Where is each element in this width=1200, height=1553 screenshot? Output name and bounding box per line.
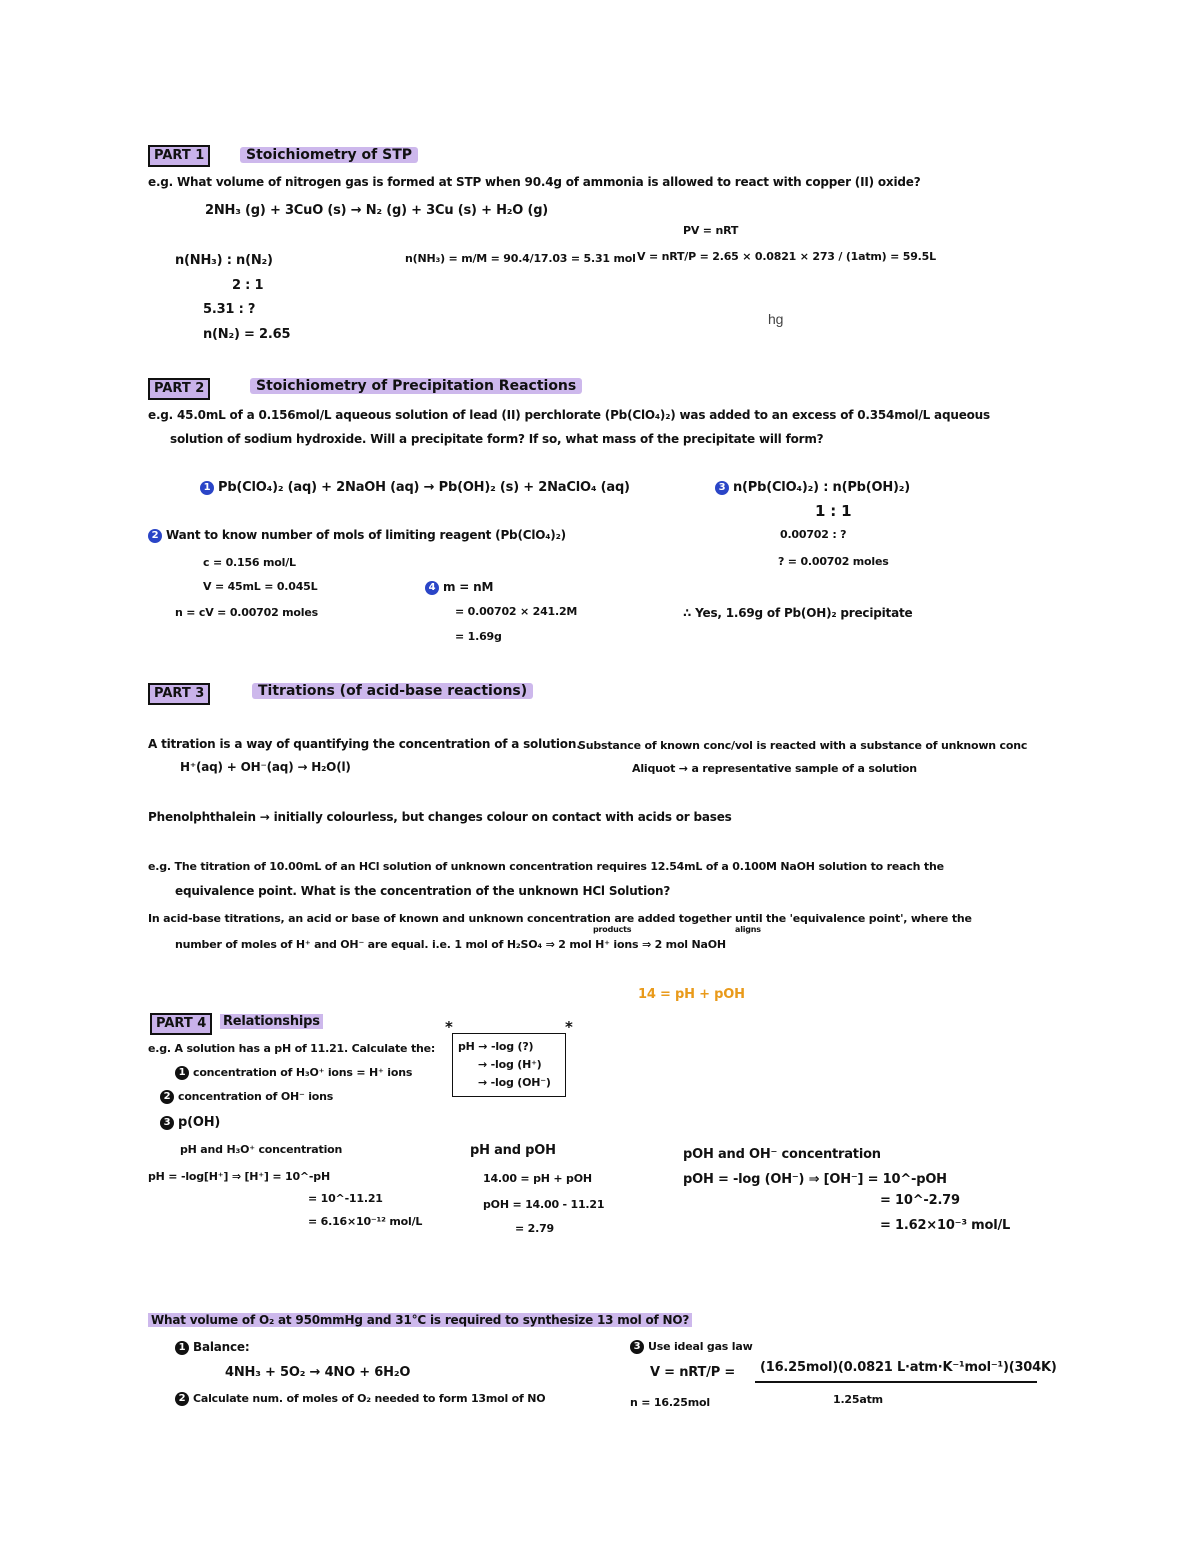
part1-moles-nh3: n(NH₃) = m/M = 90.4/17.03 = 5.31 mol [405, 252, 636, 265]
step-2-marker: 2 [148, 529, 162, 543]
ph-poh-note: 14 = pH + pOH [638, 987, 745, 1002]
part2-conclusion: ∴ Yes, 1.69g of Pb(OH)₂ precipitate [683, 606, 913, 620]
part4-q2-text: concentration of OH⁻ ions [178, 1090, 334, 1103]
fraction-bar [755, 1381, 1037, 1383]
part2-step3-r1: 1 : 1 [815, 502, 852, 520]
col2-line3: = 2.79 [515, 1222, 554, 1235]
part3-note-line2: number of moles of H⁺ and OH⁻ are equal. i.e. 1 mol of H₂SO₄ ⇒ 2 mol H⁺ ions ⇒ 2 mol NaOH [175, 938, 726, 951]
step-4-marker: 4 [425, 581, 439, 595]
part1-equation: 2NH₃ (g) + 3CuO (s) → N₂ (g) + 3Cu (s) + H₂O (g) [205, 203, 549, 218]
part2-v: V = 45mL = 0.045L [203, 580, 318, 593]
part4-q3 [160, 1115, 220, 1130]
log-box-line2: → -log (H⁺) [478, 1058, 542, 1071]
part2-title: Stoichiometry of Precipitation Reactions [250, 378, 582, 394]
part3-tag: PART 3 [148, 683, 210, 705]
star-right: * [565, 1018, 573, 1036]
log-box-line3: → -log (OH⁻) [478, 1076, 551, 1089]
part3-question-line1: e.g. The titration of 10.00mL of an HCl solution of unknown concentration requires 12.54mL of a 0.100M NaOH solution to reach the [148, 860, 944, 873]
part3-phenolphthalein: Phenolphthalein → initially colourless, but changes colour on contact with acids or bases [148, 810, 732, 824]
part2-n: n = cV = 0.00702 moles [175, 606, 318, 619]
part5-formula: V = nRT/P = [650, 1365, 736, 1380]
log-box-line1: pH → -log (?) [458, 1040, 534, 1053]
q-1-marker: 1 [175, 1066, 189, 1080]
part2-step3-r2: 0.00702 : ? [780, 528, 847, 541]
col1-line1: pH = -log[H⁺] ⇒ [H⁺] = 10^-pH [148, 1170, 330, 1183]
part4-question: e.g. A solution has a pH of 11.21. Calculate the: [148, 1042, 436, 1055]
part2-step2 [148, 528, 566, 543]
step-3-marker: 3 [715, 481, 729, 495]
q-3-marker: 3 [160, 1116, 174, 1130]
part2-step4 [425, 580, 493, 595]
part3-title: Titrations (of acid-base reactions) [252, 683, 533, 699]
part3-note-above2: aligns [735, 925, 761, 934]
part2-step1-text: Pb(ClO₄)₂ (aq) + 2NaOH (aq) → Pb(OH)₂ (s) + 2NaClO₄ (aq) [218, 480, 630, 495]
part1-ratio-sub: 5.31 : ? [203, 302, 256, 317]
part3-definition: A titration is a way of quantifying the concentration of a solution. [148, 737, 581, 751]
part5-denominator: 1.25atm [833, 1393, 883, 1406]
col2-head: pH and pOH [470, 1143, 556, 1158]
part5-s2 [175, 1392, 545, 1406]
part2-step4-b: = 0.00702 × 241.2M [455, 605, 578, 618]
step-1-marker: 1 [200, 481, 214, 495]
part4-q1-text: concentration of H₃O⁺ ions = H⁺ ions [193, 1066, 413, 1079]
col1-line2: = 10^-11.21 [308, 1192, 383, 1205]
col3-head: pOH and OH⁻ concentration [683, 1147, 881, 1162]
part4-title-text: Relationships [220, 1014, 323, 1029]
part5-question [148, 1313, 692, 1327]
part2-question-line1: e.g. 45.0mL of a 0.156mol/L aqueous solution of lead (II) perchlorate (Pb(ClO₄)₂) was added to an excess of 0.354mol/L aqueous [148, 408, 990, 422]
part5-s3-text: Use ideal gas law [648, 1340, 753, 1353]
part2-c: c = 0.156 mol/L [203, 556, 296, 569]
part5-s3 [630, 1340, 753, 1354]
part2-tag: PART 2 [148, 378, 210, 400]
star-left: * [445, 1018, 453, 1036]
col1-head: pH and H₃O⁺ concentration [180, 1143, 343, 1156]
part4-q3-text: p(OH) [178, 1115, 221, 1130]
part2-step3 [715, 480, 910, 495]
part3-definition2: Substance of known conc/vol is reacted with a substance of unknown conc [578, 739, 1028, 752]
part5-n: n = 16.25mol [630, 1396, 710, 1409]
part3-note-above1: products [593, 925, 632, 934]
part5-question-text: What volume of O₂ at 950mmHg and 31°C is required to synthesize 13 mol of NO? [148, 1313, 692, 1327]
p5-step-2-marker: 2 [175, 1392, 189, 1406]
part2-step4-a: m = nM [443, 580, 494, 594]
part1-title: Stoichiometry of STP [240, 147, 418, 163]
part1-question: e.g. What volume of nitrogen gas is formed at STP when 90.4g of ammonia is allowed to react with copper (II) oxide? [148, 175, 921, 189]
part3-aliquot: Aliquot → a representative sample of a solution [632, 762, 917, 775]
col3-line2: = 10^-2.79 [880, 1193, 960, 1208]
part2-step4-c: = 1.69g [455, 630, 502, 643]
part2-step2-text: Want to know number of mols of limiting reagent (Pb(ClO₄)₂) [166, 528, 566, 542]
part5-equation: 4NH₃ + 5O₂ → 4NO + 6H₂O [225, 1365, 411, 1380]
col2-line1: 14.00 = pH + pOH [483, 1172, 592, 1185]
part4-tag: PART 4 [150, 1013, 212, 1035]
col3-line1: pOH = -log (OH⁻) ⇒ [OH⁻] = 10^-pOH [683, 1172, 947, 1187]
part1-ratio-label: n(NH₃) : n(N₂) [175, 253, 273, 268]
part5-numerator: (16.25mol)(0.0821 L·atm·K⁻¹mol⁻¹)(304K) [760, 1360, 1057, 1375]
part4-q2 [160, 1090, 333, 1104]
part2-step3-r3: ? = 0.00702 moles [778, 555, 889, 568]
part1-ratio: 2 : 1 [232, 278, 264, 293]
part5-s1 [175, 1340, 249, 1355]
p5-step-1-marker: 1 [175, 1341, 189, 1355]
part2-question-line2: solution of sodium hydroxide. Will a precipitate form? If so, what mass of the precipitate will form? [170, 432, 824, 446]
part3-note-line1: In acid-base titrations, an acid or base of known and unknown concentration are added together until the 'equivalence point', where the [148, 912, 972, 925]
part5-s2-text: Calculate num. of moles of O₂ needed to form 13mol of NO [193, 1392, 546, 1405]
col1-line3: = 6.16×10⁻¹² mol/L [308, 1215, 423, 1228]
part3-equation: H⁺(aq) + OH⁻(aq) → H₂O(l) [180, 760, 351, 774]
part3-question-line2: equivalence point. What is the concentration of the unknown HCl Solution? [175, 884, 671, 898]
part4-q1 [175, 1066, 412, 1080]
part2-step3-ratio: n(Pb(ClO₄)₂) : n(Pb(OH)₂) [733, 480, 911, 495]
part5-s1-text: Balance: [193, 1340, 250, 1354]
q-2-marker: 2 [160, 1090, 174, 1104]
part2-step1 [200, 480, 630, 495]
col3-line3: = 1.62×10⁻³ mol/L [880, 1218, 1011, 1233]
part1-pv: PV = nRT [683, 224, 739, 237]
part1-volume: V = nRT/P = 2.65 × 0.0821 × 273 / (1atm) = 59.5L [637, 250, 936, 263]
part4-title [220, 1014, 323, 1029]
part1-stray: hg [768, 311, 784, 327]
part1-tag: PART 1 [148, 145, 210, 167]
part1-moles-n2: n(N₂) = 2.65 [203, 327, 291, 342]
p5-step-3-marker: 3 [630, 1340, 644, 1354]
col2-line2: pOH = 14.00 - 11.21 [483, 1198, 605, 1211]
